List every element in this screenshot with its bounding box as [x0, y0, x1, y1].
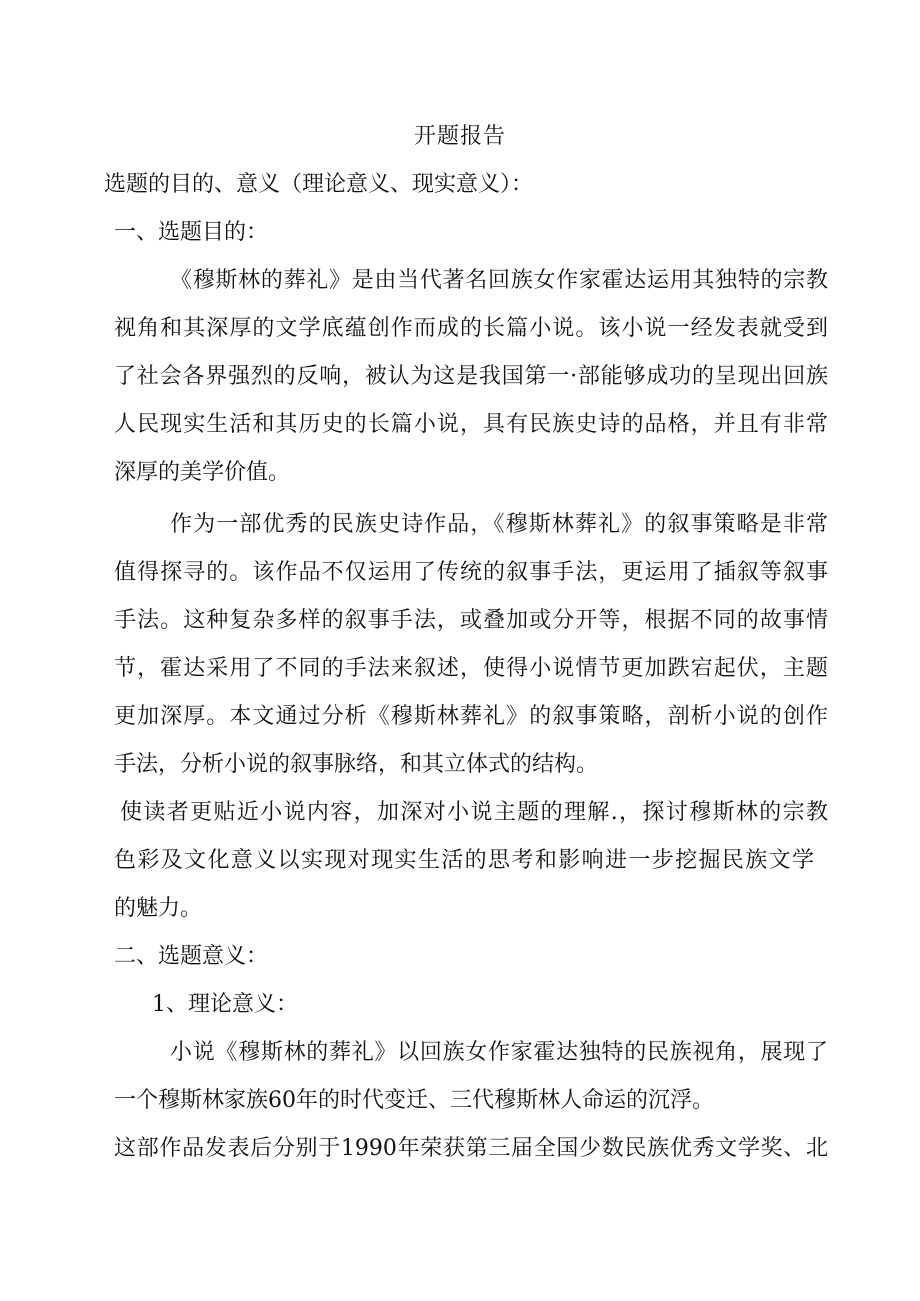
paragraph-line: 小说《穆斯林的葬礼》以回族女作家霍达独特的民族视角，展现了	[170, 1040, 828, 1065]
paragraph-line: 手法。这种复杂多样的叙事手法，或叠加或分开等，根据不同的故事情	[114, 608, 828, 633]
subheading-significance: 二、选题意义：	[114, 944, 269, 969]
paragraph-line: 手法，分析小说的叙事脉络，和其立体式的结构。	[114, 752, 599, 777]
paragraph-line: 了社会各界强烈的反响，被认为这是我国第一·部能够成功的呈现出回族	[114, 364, 828, 389]
paragraph-line: 更加深厚。本文通过分析《穆斯林葬礼》的叙事策略，剖析小说的创作	[114, 704, 828, 729]
paragraph-line: 这部作品发表后分别于1990年荣获第三届全国少数民族优秀文学奖、北	[114, 1136, 828, 1161]
paragraph-line: 深厚的美学价值。	[114, 460, 291, 485]
paragraph-line: 使读者更贴近小说内容，加深对小说主题的理解.，探讨穆斯林的宗教	[120, 800, 828, 825]
paragraph-line: 视角和其深厚的文学底蕴创作而成的长篇小说。该小说一经发表就受到	[114, 316, 828, 341]
paragraph-line: 一个穆斯林家族60年的时代变迁、三代穆斯林人命运的沉浮。	[114, 1088, 714, 1113]
paragraph-line: 节，霍达采用了不同的手法来叙述，使得小说情节更加跌宕起伏，主题	[114, 656, 828, 681]
section-heading-purpose-significance: 选题的目的、意义（理论意义、现实意义）：	[104, 172, 534, 197]
paragraph-line: 人民现实生活和其历史的长篇小说，具有民族史诗的品格，并且有非常	[114, 412, 828, 437]
subheading-theoretical-significance: 1、理论意义：	[152, 992, 298, 1017]
paragraph-line: 值得探寻的。该作品不仅运用了传统的叙事手法，更运用了插叙等叙事	[114, 560, 828, 585]
paragraph-line: 的魅力。	[114, 896, 203, 921]
paragraph-line: 色彩及文化意义以实现对现实生活的思考和影响进一步挖掘民族文学	[114, 848, 814, 873]
subheading-purpose: 一、选题目的：	[114, 220, 269, 245]
document-title: 开题报告	[413, 124, 506, 149]
paragraph-line: 《穆斯林的葬礼》是由当代著名回族女作家霍达运用其独特的宗教	[170, 268, 828, 293]
paragraph-line: 作为一部优秀的民族史诗作品，《穆斯林葬礼》的叙事策略是非常	[170, 512, 828, 537]
